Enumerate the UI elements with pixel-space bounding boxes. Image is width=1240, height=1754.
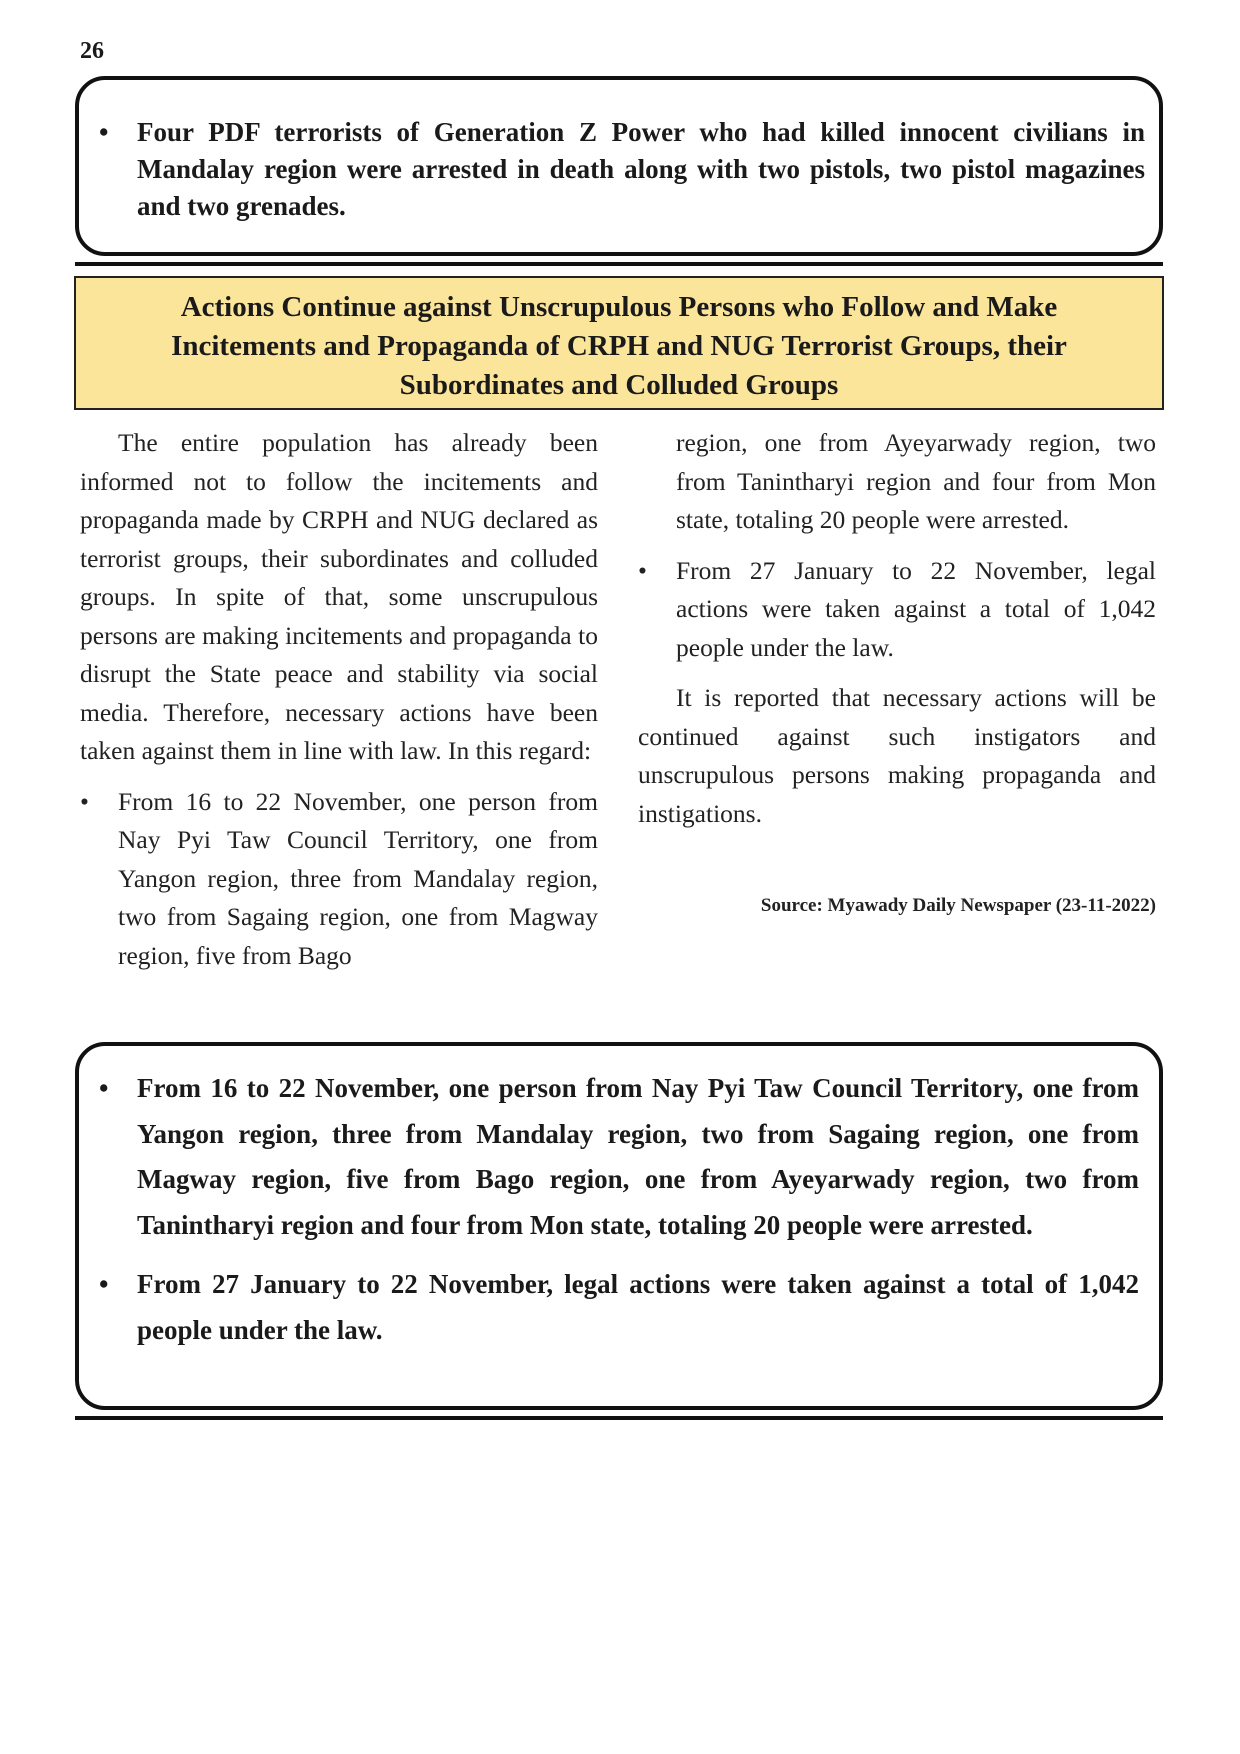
top-divider <box>75 262 1163 266</box>
page-number: 26 <box>80 38 104 64</box>
article-heading <box>74 276 1164 410</box>
bottom-summary-item: • From 27 January to 22 November, legal actions were taken against a total of 1,042 people under the law. <box>97 1262 1139 1353</box>
top-summary-list <box>97 114 1145 225</box>
article-source: Source: Myawady Daily Newspaper (23-11-2022) <box>760 895 1156 916</box>
article-bullet-arrests-continued: region, one from Ayeyarwady region, two from Tanintharyi region and four from Mon state, totaling 20 people were arrested. <box>676 428 1156 534</box>
heading-line: Actions Continue against Unscrupulous Persons who Follow and Make <box>180 291 1058 323</box>
bottom-summary-list <box>97 1066 1139 1353</box>
top-summary-box <box>75 76 1163 256</box>
article-bullet-legal-actions: • From 27 January to 22 November, legal actions were taken against a total of 1,042 people under the law. <box>638 552 1156 668</box>
article-bullets-left <box>80 783 598 976</box>
article-intro: The entire population has already been informed not to follow the incitements and propaganda made by CRPH and NUG declared as terrorist groups, their subordinates and colluded groups. In spite of that, some unscrupulous persons are making incitements and propaganda to disrupt the State peace and stability via social media. Therefore, necessary actions have been taken against them in line with law. In this regard: <box>80 428 598 765</box>
bottom-summary-box <box>75 1042 1163 1410</box>
bottom-summary-item: • From 16 to 22 November, one person from Nay Pyi Taw Council Territory, one from Yangon region, three from Mandalay region, two from Sagaing region, one from Magway region, five from Bago region, one from Ayeyarwady region, two from Tanintharyi region and four from Mon state, totaling 20 people were arrested. <box>97 1066 1139 1248</box>
article-column-left <box>80 424 598 975</box>
article-bullets-right <box>638 552 1156 668</box>
article-bullet-arrests: • From 16 to 22 November, one person from Nay Pyi Taw Council Territory, one from Yangon region, three from Mandalay region, two from Sagaing region, one from Magway region, five from Bago <box>80 783 598 976</box>
top-summary-item: • Four PDF terrorists of Generation Z Power who had killed innocent civilians in Mandalay region were arrested in death along with two pistols, two pistol magazines and two grenades. <box>97 114 1145 225</box>
article-closing: It is reported that necessary actions will be continued against such instigators and unscrupulous persons making propaganda and instigations. <box>638 683 1156 828</box>
bottom-divider <box>75 1416 1163 1420</box>
heading-line: Subordinates and Colluded Groups <box>399 369 839 401</box>
article-column-right <box>638 424 1156 926</box>
heading-line: Incitements and Propaganda of CRPH and NUG Terrorist Groups, their <box>171 330 1067 362</box>
